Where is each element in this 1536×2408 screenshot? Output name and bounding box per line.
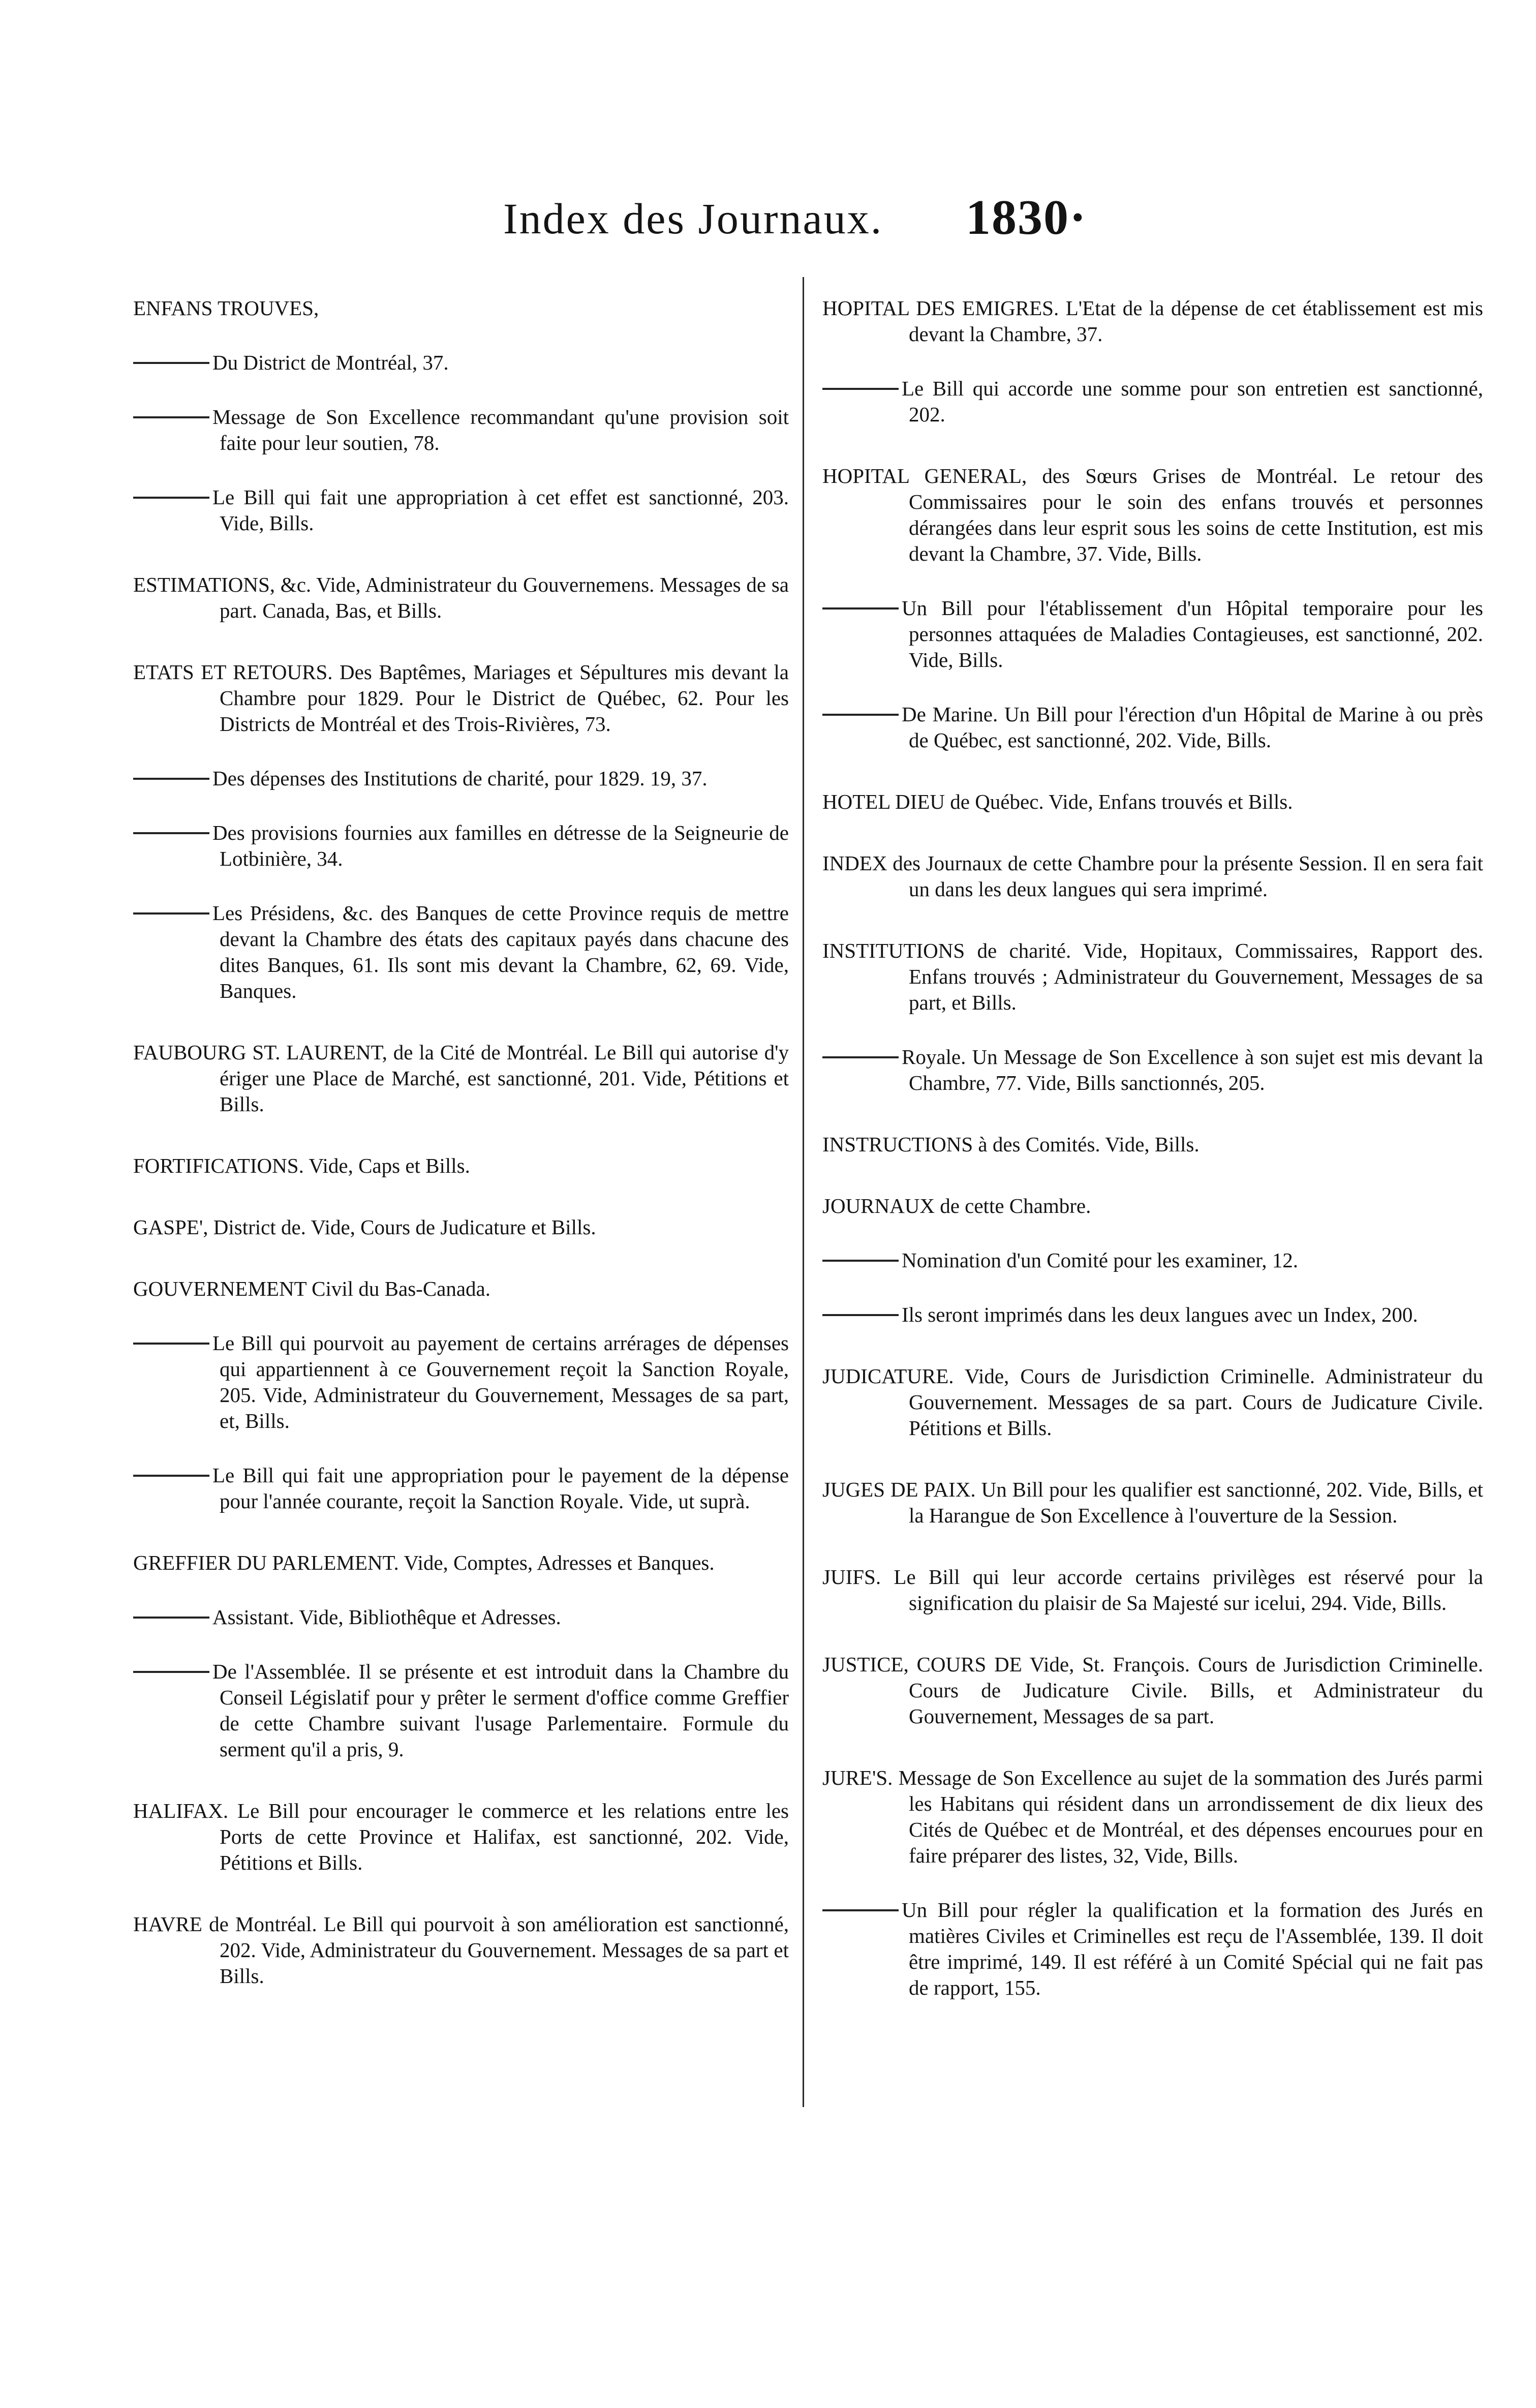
ditto-dash xyxy=(822,1314,899,1316)
entry-text: ENFANS TROUVES, xyxy=(133,296,319,320)
ditto-dash xyxy=(822,1056,899,1058)
entry-text: Le Bill qui fait une appropriation pour le payement de la dépense pour l'année courante, reçoit la Sanction Royale. Vide, ut suprà. xyxy=(212,1464,789,1513)
index-subentry xyxy=(822,595,1483,673)
entry-spacer xyxy=(133,1576,789,1604)
entry-spacer xyxy=(822,1729,1483,1765)
ditto-dash xyxy=(133,416,209,418)
entry-spacer xyxy=(133,1302,789,1330)
entry-spacer xyxy=(822,902,1483,938)
entry-text: Un Bill pour régler la qualification et la formation des Jurés en matières Civiles et Criminelles est reçu de l'Assemblée, 139. Il doit être imprimé, 149. Il est référé à un Comité Spécial qui ne fait pas de rapport, 155. xyxy=(902,1898,1483,1999)
entry-text: HOPITAL GENERAL, des Sœurs Grises de Montréal. Le retour des Commissaires pour le soin des enfans trouvés et personnes dérangées dans leur esprit sous les soins de cette Institution, est mis devant la Chambre, 37. Vide, Bills. xyxy=(822,464,1483,565)
entry-text: Nomination d'un Comité pour les examiner, 12. xyxy=(902,1248,1299,1272)
index-entry xyxy=(133,659,789,737)
entry-text: INSTRUCTIONS à des Comités. Vide, Bills. xyxy=(822,1133,1200,1156)
entry-text: De l'Assemblée. Il se présente et est introduit dans la Chambre du Conseil Législatif pour y prêter le serment d'office comme Greffier de cette Chambre suivant l'usage Parlementaire. Formule du serment qu'il a pris, 9. xyxy=(212,1660,789,1761)
entry-spacer xyxy=(133,321,789,350)
entry-text: Les Présidens, &c. des Banques de cette Province requis de mettre devant la Chambre des états des capitaux payés dans chacune des dites Banques, 61. Ils sont mis devant la Chambre, 62, 69. Vide, Banques. xyxy=(212,901,789,1002)
index-entry xyxy=(133,1550,789,1576)
entry-spacer xyxy=(822,673,1483,702)
index-entry xyxy=(822,1765,1483,1869)
entry-spacer xyxy=(133,1004,789,1040)
index-subentry xyxy=(133,404,789,456)
entry-spacer xyxy=(133,1630,789,1659)
index-subentry xyxy=(133,900,789,1004)
entry-text: HALIFAX. Le Bill pour encourager le commerce et les relations entre les Ports de cette Province et Halifax, est sanctionné, 202. Vide, Pétitions et Bills. xyxy=(133,1799,789,1874)
entry-spacer xyxy=(822,1616,1483,1652)
ditto-dash xyxy=(133,1671,209,1673)
right-column xyxy=(822,272,1483,2001)
entry-spacer xyxy=(822,1328,1483,1363)
ditto-dash xyxy=(133,778,209,780)
index-entry xyxy=(822,938,1483,1016)
entry-spacer xyxy=(133,272,789,295)
entry-text: HOPITAL DES EMIGRES. L'Etat de la dépense de cet établissement est mis devant la Chambre, 37. xyxy=(822,296,1483,346)
index-entry xyxy=(133,295,789,321)
left-column xyxy=(133,272,789,1989)
entry-text: INSTITUTIONS de charité. Vide, Hopitaux, Commissaires, Rapport des. Enfans trouvés ; Administrateur du Gouvernement, Messages de sa part, et Bills. xyxy=(822,939,1483,1014)
entry-spacer xyxy=(822,1441,1483,1477)
page-header xyxy=(0,190,1536,264)
entry-text: Un Bill pour l'établissement d'un Hôpital temporaire pour les personnes attaquées de Maladies Contagieuses, est sanctionné, 202. Vide, Bills. xyxy=(902,596,1483,672)
ditto-dash xyxy=(133,497,209,499)
index-subentry xyxy=(822,1302,1483,1328)
index-subentry xyxy=(133,766,789,791)
index-entry xyxy=(133,1153,789,1179)
column-divider xyxy=(803,277,804,2107)
index-subentry xyxy=(133,1462,789,1514)
entry-text: JURE'S. Message de Son Excellence au sujet de la sommation des Jurés parmi les Habitans qui résident dans un arrondissement de dix lieux des Cités de Québec et de Montréal, et des dépenses encourues pour en faire préparer des listes, 32, Vide, Bills. xyxy=(822,1766,1483,1867)
entry-spacer xyxy=(133,456,789,484)
entry-spacer xyxy=(822,347,1483,376)
index-entry xyxy=(822,295,1483,347)
entry-spacer xyxy=(133,1117,789,1153)
entry-spacer xyxy=(822,272,1483,295)
index-entry xyxy=(822,1132,1483,1157)
ditto-dash xyxy=(822,714,899,716)
ditto-dash xyxy=(822,1909,899,1911)
entry-text: Des provisions fournies aux familles en détresse de la Seigneurie de Lotbinière, 34. xyxy=(212,821,789,870)
entry-spacer xyxy=(822,1529,1483,1564)
entry-text: FORTIFICATIONS. Vide, Caps et Bills. xyxy=(133,1154,470,1177)
ditto-dash xyxy=(822,607,899,609)
entry-text: HAVRE de Montréal. Le Bill qui pourvoit à son amélioration est sanctionné, 202. Vide, Administrateur du Gouvernement. Messages de sa part et Bills. xyxy=(133,1912,789,1988)
entry-spacer xyxy=(133,1179,789,1214)
ditto-dash xyxy=(133,912,209,915)
entry-spacer xyxy=(133,376,789,404)
index-entry xyxy=(822,1564,1483,1616)
entry-text: Des dépenses des Institutions de charité, pour 1829. 19, 37. xyxy=(212,767,708,790)
entry-text: JUSTICE, COURS DE Vide, St. François. Cours de Jurisdiction Criminelle. Cours de Judicature Civile. Bills, et Administrateur du Gouvernement, Messages de sa part. xyxy=(822,1653,1483,1728)
entry-spacer xyxy=(822,1273,1483,1302)
entry-text: ETATS ET RETOURS. Des Baptêmes, Mariages et Sépultures mis devant la Chambre pour 1829. Pour le District de Québec, 62. Pour les Districts de Montréal et des Trois-Rivières, 73. xyxy=(133,660,789,736)
index-entry xyxy=(133,1040,789,1117)
entry-spacer xyxy=(133,791,789,820)
entry-spacer xyxy=(822,428,1483,463)
index-subentry xyxy=(822,376,1483,428)
index-entry xyxy=(822,1477,1483,1529)
entry-spacer xyxy=(822,1096,1483,1132)
entry-text: JUIFS. Le Bill qui leur accorde certains privilèges est réservé pour la signification du plaisir de Sa Majesté sur icelui, 294. Vide, Bills. xyxy=(822,1565,1483,1614)
ditto-dash xyxy=(133,1343,209,1345)
ditto-dash xyxy=(822,388,899,390)
entry-text: De Marine. Un Bill pour l'érection d'un Hôpital de Marine à ou près de Québec, est sanctionné, 202. Vide, Bills. xyxy=(902,703,1483,752)
entry-text: Le Bill qui fait une appropriation à cet effet est sanctionné, 203. Vide, Bills. xyxy=(212,485,789,535)
index-entry xyxy=(822,1363,1483,1441)
entry-text: GASPE', District de. Vide, Cours de Judicature et Bills. xyxy=(133,1215,596,1239)
entry-text: JUGES DE PAIX. Un Bill pour les qualifier est sanctionné, 202. Vide, Bills, et la Harangue de Son Excellence à l'ouverture de la Session. xyxy=(822,1478,1483,1527)
entry-text: HOTEL DIEU de Québec. Vide, Enfans trouvés et Bills. xyxy=(822,790,1293,813)
entry-spacer xyxy=(133,624,789,659)
entry-text: Le Bill qui accorde une somme pour son entretien est sanctionné, 202. xyxy=(902,377,1483,426)
index-subentry xyxy=(822,1897,1483,2001)
entry-spacer xyxy=(822,753,1483,789)
entry-text: Ils seront imprimés dans les deux langues avec un Index, 200. xyxy=(902,1303,1418,1326)
entry-spacer xyxy=(133,1240,789,1276)
index-subentry xyxy=(822,1247,1483,1273)
ditto-dash xyxy=(133,832,209,834)
entry-text: ESTIMATIONS, &c. Vide, Administrateur du Gouvernemens. Messages de sa part. Canada, Bas, et Bills. xyxy=(133,573,789,622)
index-subentry xyxy=(133,350,789,376)
entry-spacer xyxy=(822,815,1483,850)
index-subentry xyxy=(133,1330,789,1434)
index-entry xyxy=(822,1652,1483,1729)
entry-spacer xyxy=(133,737,789,766)
index-entry xyxy=(133,1276,789,1302)
ditto-dash xyxy=(822,1260,899,1262)
entry-spacer xyxy=(133,1514,789,1550)
entry-spacer xyxy=(822,1157,1483,1193)
entry-spacer xyxy=(822,1869,1483,1897)
index-subentry xyxy=(133,1659,789,1762)
index-entry xyxy=(822,1193,1483,1219)
entry-text: GREFFIER DU PARLEMENT. Vide, Comptes, Adresses et Banques. xyxy=(133,1551,715,1574)
entry-spacer xyxy=(133,872,789,900)
index-subentry xyxy=(822,1044,1483,1096)
index-subentry xyxy=(133,820,789,872)
ditto-dash xyxy=(133,1617,209,1619)
entry-spacer xyxy=(133,1876,789,1911)
index-subentry xyxy=(822,702,1483,753)
entry-text: Du District de Montréal, 37. xyxy=(212,351,449,374)
entry-text: INDEX des Journaux de cette Chambre pour la présente Session. Il en sera fait un dans les deux langues qui sera imprimé. xyxy=(822,851,1483,901)
index-entry xyxy=(133,572,789,624)
index-subentry xyxy=(133,484,789,536)
entry-text: GOUVERNEMENT Civil du Bas-Canada. xyxy=(133,1277,491,1300)
entry-spacer xyxy=(822,1016,1483,1044)
page-year: 1830· xyxy=(966,190,1087,245)
entry-text: Assistant. Vide, Bibliothêque et Adresses. xyxy=(212,1605,561,1629)
index-entry xyxy=(822,789,1483,815)
entry-text: JOURNAUX de cette Chambre. xyxy=(822,1194,1091,1217)
entry-spacer xyxy=(133,536,789,572)
entry-text: Royale. Un Message de Son Excellence à son sujet est mis devant la Chambre, 77. Vide, Bills sanctionnés, 205. xyxy=(902,1045,1483,1094)
entry-text: FAUBOURG ST. LAURENT, de la Cité de Montréal. Le Bill qui autorise d'y ériger une Place de Marché, est sanctionné, 201. Vide, Pétitions et Bills. xyxy=(133,1041,789,1116)
entry-text: Le Bill qui pourvoit au payement de certains arrérages de dépenses qui appartiennent à ce Gouvernement reçoit la Sanction Royale, 205. Vide, Administrateur du Gouvernement, Messages de sa part, et, Bills. xyxy=(212,1331,789,1432)
entry-spacer xyxy=(133,1762,789,1798)
index-entry xyxy=(822,850,1483,902)
index-entry xyxy=(822,463,1483,567)
entry-spacer xyxy=(133,1434,789,1462)
entry-spacer xyxy=(822,567,1483,595)
entry-text: JUDICATURE. Vide, Cours de Jurisdiction Criminelle. Administrateur du Gouvernement. Messages de sa part. Cours de Judicature Civile. Pétitions et Bills. xyxy=(822,1364,1483,1440)
index-subentry xyxy=(133,1604,789,1630)
entry-text: Message de Son Excellence recommandant qu'une provision soit faite pour leur soutien, 78. xyxy=(212,405,789,454)
page-title: Index des Journaux. xyxy=(503,194,883,243)
ditto-dash xyxy=(133,362,209,364)
ditto-dash xyxy=(133,1475,209,1477)
index-entry xyxy=(133,1911,789,1989)
index-entry xyxy=(133,1798,789,1876)
index-entry xyxy=(133,1214,789,1240)
entry-spacer xyxy=(822,1219,1483,1247)
